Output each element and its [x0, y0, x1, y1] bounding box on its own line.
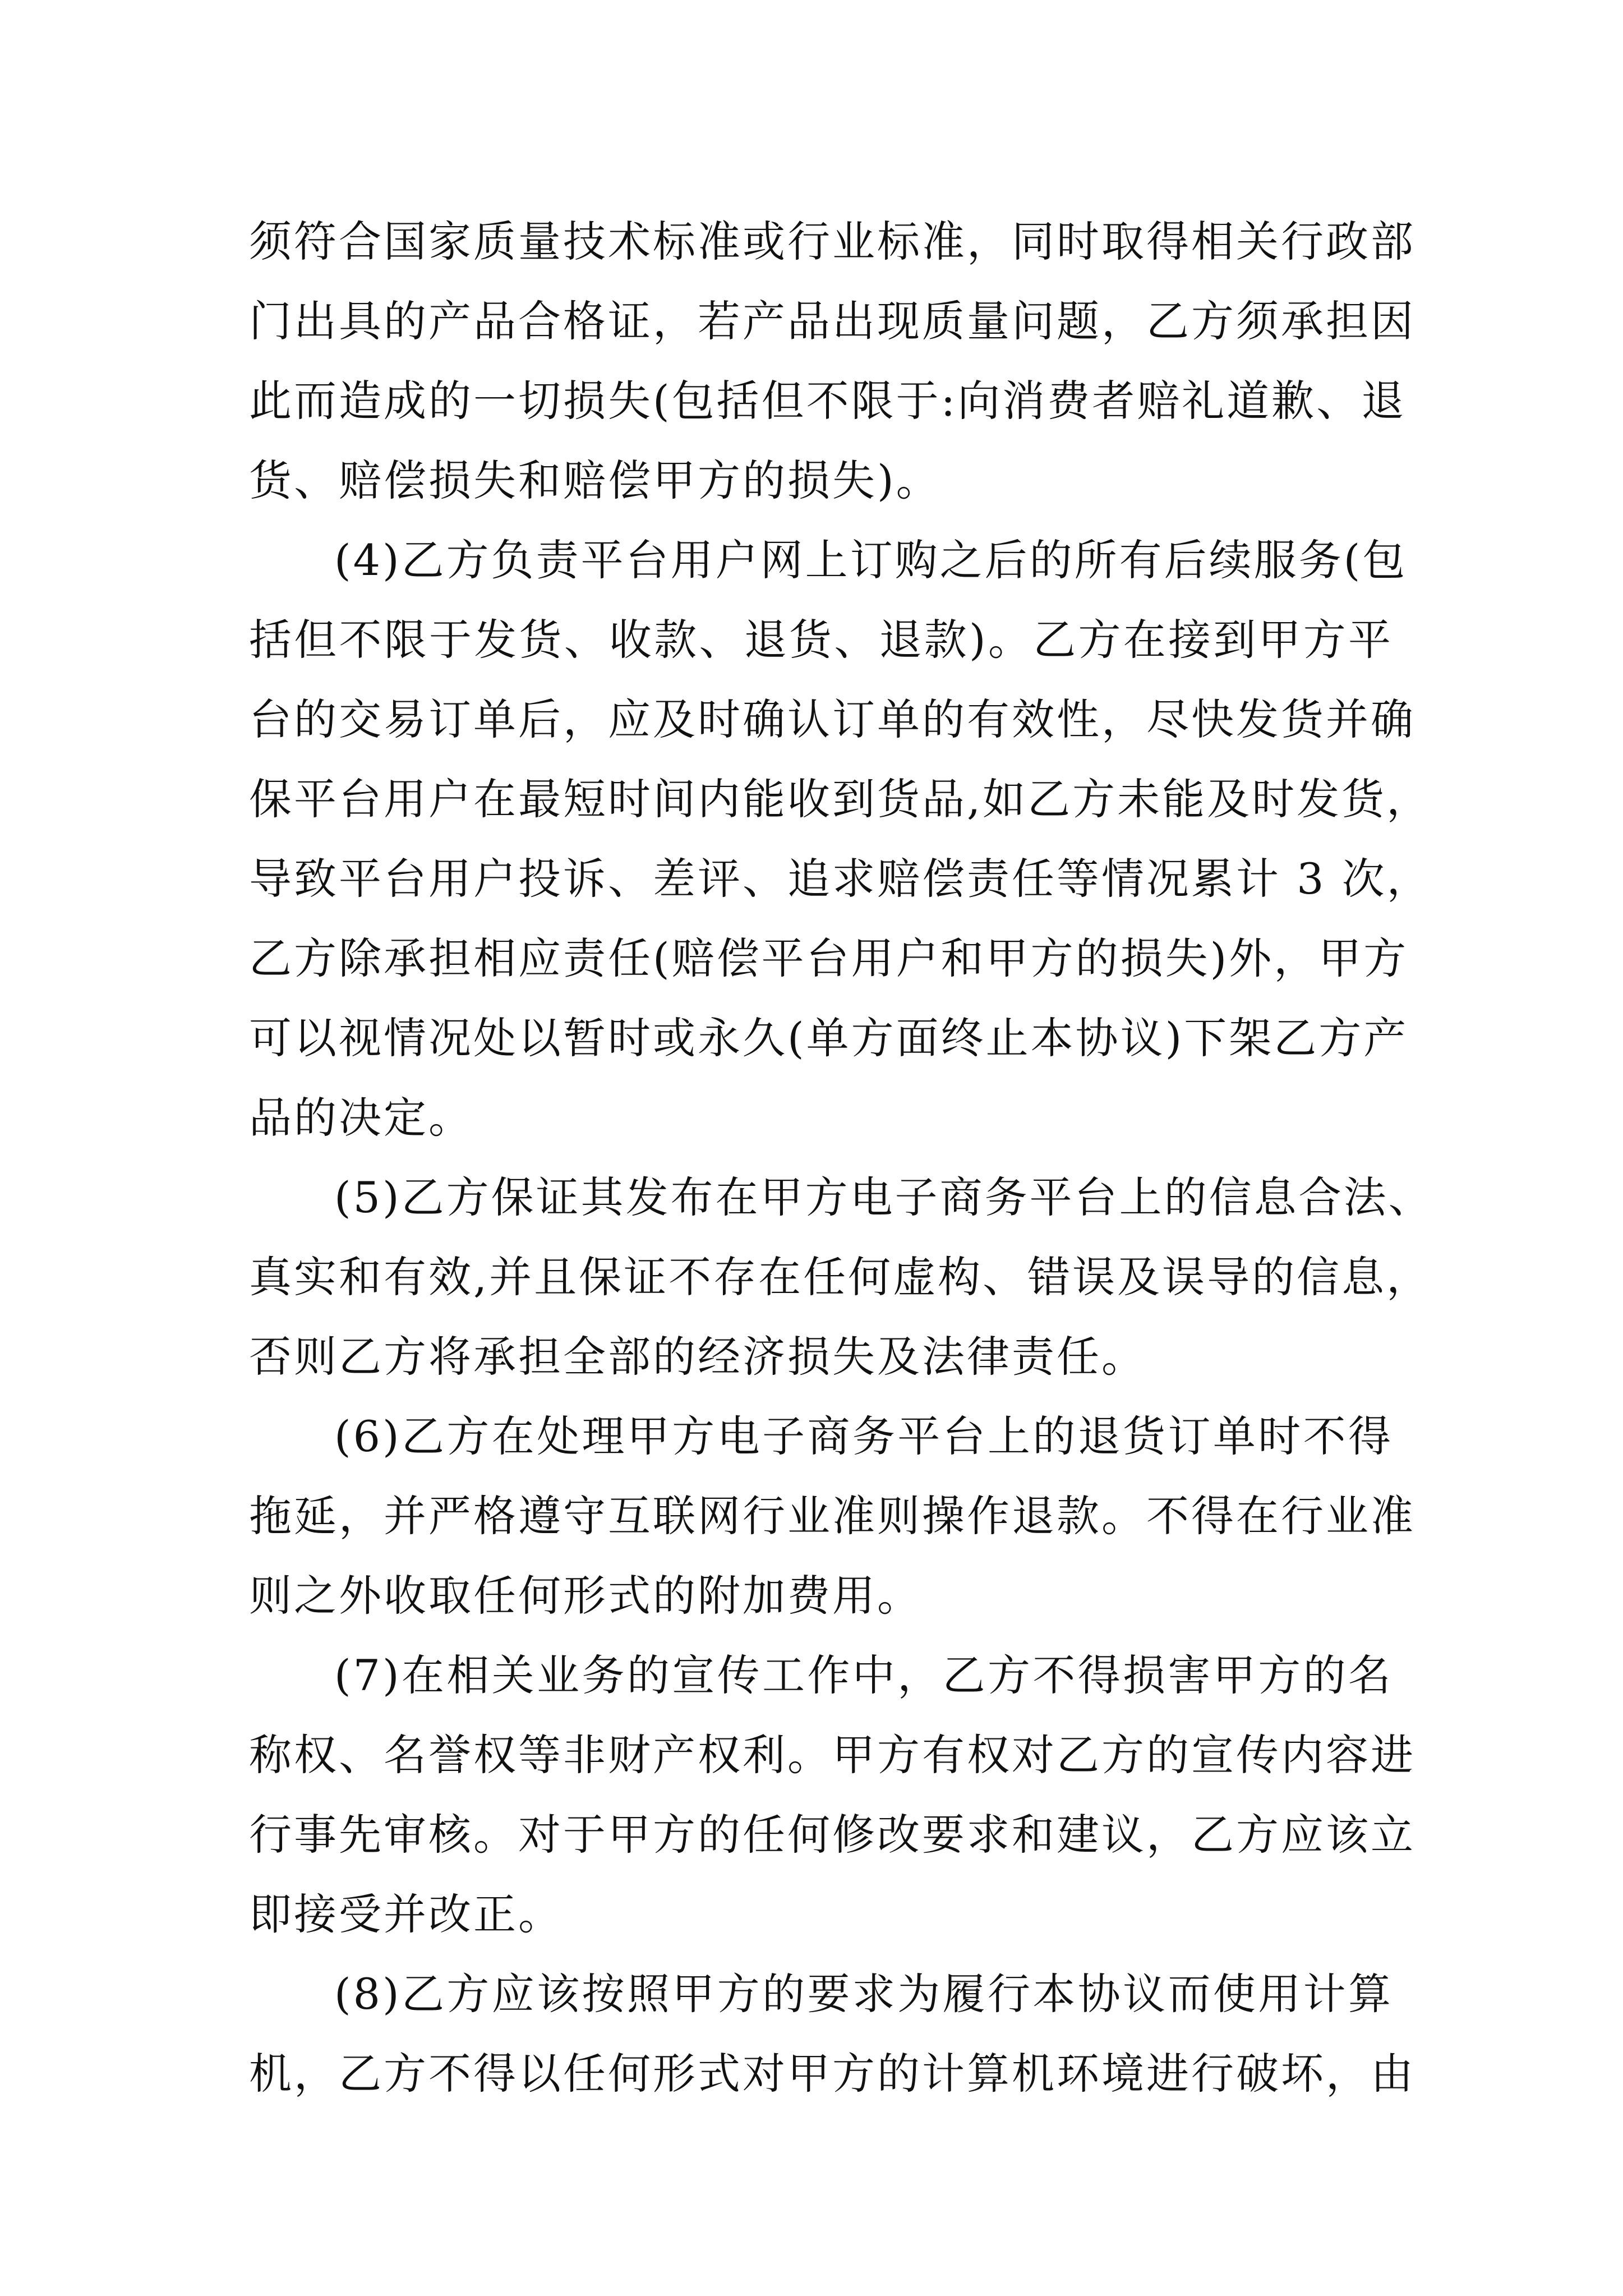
text-line: 则之外收取任何形式的附加费用。 [249, 1571, 922, 1621]
text-line: 保平台用户在最短时间内能收到货品,如乙方未能及时发货， [249, 774, 1432, 824]
clause-4-first-line: (4)乙方负责平台用户网上订购之后的所有后续服务(包 [334, 535, 1408, 585]
text-line: 乙方除承担相应责任(赔偿平台用户和甲方的损失)外，甲方 [249, 933, 1409, 983]
text-line: 可以视情况处以暂时或永久(单方面终止本协议)下架乙方产 [249, 1013, 1409, 1063]
text-line: 称权、名誉权等非财产权利。甲方有权对乙方的宣传内容进 [249, 1730, 1415, 1780]
text-line: 即接受并改正。 [249, 1889, 563, 1939]
clause-6-first-line: (6)乙方在处理甲方电子商务平台上的退货订单时不得 [334, 1411, 1393, 1461]
text-line: 须符合国家质量技术标准或行业标准，同时取得相关行政部 [249, 217, 1415, 266]
text-line: 台的交易订单后，应及时确认订单的有效性，尽快发货并确 [249, 694, 1415, 744]
clause-8-first-line: (8)乙方应该按照甲方的要求为履行本协议而使用计算 [334, 1969, 1393, 2019]
text-line: 品的决定。 [249, 1093, 473, 1143]
text-line: 否则乙方将承担全部的经济损失及法律责任。 [249, 1332, 1146, 1382]
text-line: 导致平台用户投诉、差评、追求赔偿责任等情况累计 3 次， [249, 854, 1432, 904]
text-line: 行事先审核。对于甲方的任何修改要求和建议，乙方应该立 [249, 1810, 1415, 1860]
clause-7-first-line: (7)在相关业务的宣传工作中，乙方不得损害甲方的名 [334, 1650, 1393, 1700]
clause-5-first-line: (5)乙方保证其发布在甲方电子商务平台上的信息合法、 [334, 1172, 1433, 1222]
text-line: 门出具的产品合格证，若产品出现质量问题，乙方须承担因 [249, 296, 1415, 346]
text-line: 括但不限于发货、收款、退货、退款)。乙方在接到甲方平 [249, 615, 1393, 665]
text-line: 货、赔偿损失和赔偿甲方的损失)。 [249, 455, 941, 505]
text-line: 此而造成的一切损失(包括但不限于:向消费者赔礼道歉、退 [249, 376, 1407, 426]
contract-body-text [249, 202, 1433, 2114]
text-line: 机，乙方不得以任何形式对甲方的计算机环境进行破坏，由 [249, 2049, 1415, 2099]
text-line: 真实和有效,并且保证不存在任何虚构、错误及误导的信息， [249, 1252, 1432, 1302]
text-line: 拖延，并严格遵守互联网行业准则操作退款。不得在行业准 [249, 1491, 1415, 1541]
